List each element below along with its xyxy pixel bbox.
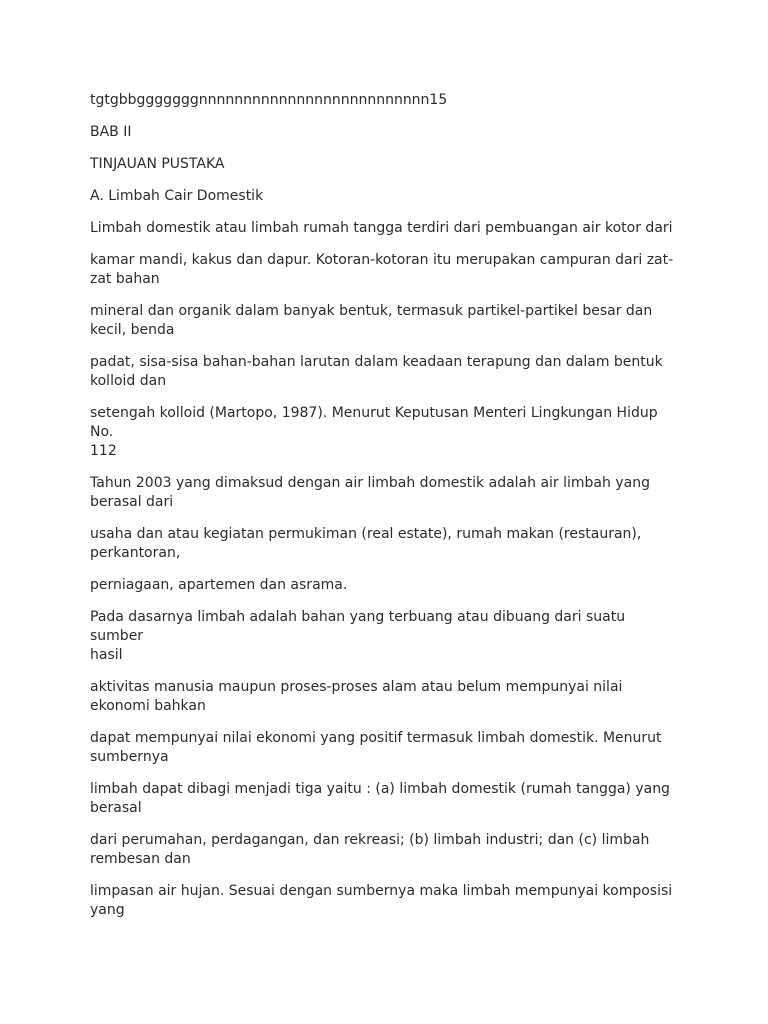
paragraph-line: limbah dapat dibagi menjadi tiga yaitu : (a) limbah domestik (rumah tangga) yang berasal (90, 781, 670, 816)
paragraph-line: dari perumahan, perdagangan, dan rekreasi; (b) limbah industri; dan (c) limbah rembesan dan (90, 832, 650, 867)
paragraph-line: setengah kolloid (Martopo, 1987). Menurut Keputusan Menteri Lingkungan Hidup No. 112 (90, 405, 658, 459)
paragraph-line: dapat mempunyai nilai ekonomi yang positif termasuk limbah domestik. Menurut sumbernya (90, 730, 662, 765)
paragraph-line: Pada dasarnya limbah adalah bahan yang terbuang atau dibuang dari suatu sumber hasil (90, 609, 626, 663)
document-body (90, 91, 680, 933)
paragraph-line: Limbah domestik atau limbah rumah tangga terdiri dari pembuangan air kotor dari (90, 220, 673, 236)
paragraph-line: limpasan air hujan. Sesuai dengan sumbernya maka limbah mempunyai komposisi yang (90, 883, 673, 918)
paragraph-line: perniagaan, apartemen dan asrama. (90, 577, 348, 593)
header-line: tgtgbbgggggggnnnnnnnnnnnnnnnnnnnnnnnnnn15 (90, 92, 448, 108)
paragraph-line: aktivitas manusia maupun proses-proses alam atau belum mempunyai nilai ekonomi bahkan (90, 679, 623, 714)
paragraph-line: Tahun 2003 yang dimaksud dengan air limbah domestik adalah air limbah yang berasal dari (90, 475, 650, 510)
chapter-label: BAB II (90, 124, 132, 140)
section-title: A. Limbah Cair Domestik (90, 188, 264, 204)
chapter-title: TINJAUAN PUSTAKA (90, 156, 225, 172)
paragraph-line: kamar mandi, kakus dan dapur. Kotoran-kotoran itu merupakan campuran dari zat- zat bahan (90, 252, 674, 287)
paragraph-line: mineral dan organik dalam banyak bentuk, termasuk partikel-partikel besar dan kecil, benda (90, 303, 653, 338)
paragraph-line: padat, sisa-sisa bahan-bahan larutan dalam keadaan terapung dan dalam bentuk kolloid dan (90, 354, 663, 389)
paragraph-line: usaha dan atau kegiatan permukiman (real estate), rumah makan (restauran), perkantoran, (90, 526, 642, 561)
